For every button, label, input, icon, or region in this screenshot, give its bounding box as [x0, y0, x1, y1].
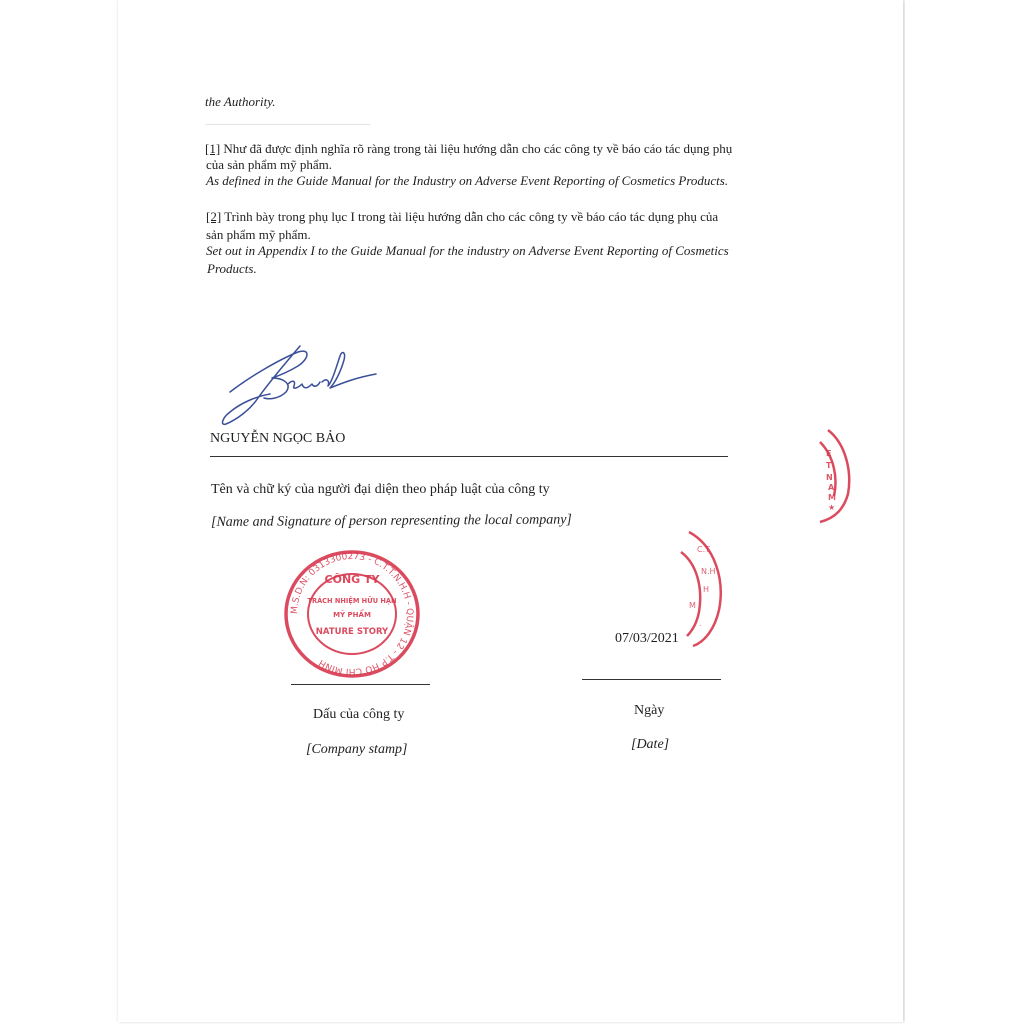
footnote-1-vi-line2: của sản phẩm mỹ phẩm.	[206, 157, 332, 172]
svg-text:N: N	[826, 473, 833, 482]
stamp-caption-en: [Company stamp]	[306, 742, 408, 757]
signature-line	[210, 456, 728, 457]
signer-name: NGUYỄN NGỌC BẢO	[210, 431, 346, 446]
stamp-caption-vi: Dấu của công ty	[313, 707, 405, 722]
svg-text:A: A	[828, 483, 835, 492]
footnote-1-en-line1: As defined in the Guide Manual for the Industry on Adverse Event Reporting of Cosmetics Products.	[206, 173, 729, 188]
seal-brand-name: NATURE STORY	[315, 627, 389, 637]
footnote-1-vi-text: Như đã được định nghĩa rõ ràng trong tài liệu hướng dẫn cho các công ty về báo cáo tác dụng phụ	[223, 141, 733, 156]
date-caption-en: [Date]	[631, 737, 670, 752]
signer-caption-en: [Name and Signature of person representing the local company]	[210, 512, 572, 530]
footnote-2-vi-line1	[206, 209, 718, 224]
partial-seal-date	[675, 530, 725, 648]
svg-text:E: E	[826, 449, 832, 458]
footnote-1-vi-line1	[205, 141, 732, 156]
footnote-2-vi-text: Trình bày trong phụ lục I trong tài liệu hướng dẫn cho các công ty về báo cáo tác dụng phụ của	[224, 209, 719, 224]
handwritten-signature	[218, 338, 383, 430]
header-tail-text: the Authority.	[205, 94, 276, 109]
stamp-line	[291, 684, 430, 685]
footnote-2-en-line2: Products.	[207, 261, 257, 276]
page-margin	[905, 0, 1024, 1024]
footnote-2-vi-line2: sản phẩm mỹ phẩm.	[206, 227, 311, 242]
date-caption-vi: Ngày	[634, 703, 665, 718]
svg-text:M: M	[828, 493, 836, 502]
seal-company-label: CÔNG TY	[324, 573, 380, 586]
footnote-1-ref: [1]	[205, 141, 221, 156]
seal-industry: MỸ PHẨM	[333, 611, 371, 619]
signer-caption-vi: Tên và chữ ký của người đại diện theo pháp luật của công ty	[211, 482, 550, 497]
svg-text:.: .	[699, 619, 702, 628]
date-line	[582, 679, 721, 680]
footnote-2-en-line1: Set out in Appendix I to the Guide Manual for the industry on Adverse Event Reporting of Cosmetics	[206, 243, 729, 258]
svg-text:C.T: C.T	[697, 545, 711, 554]
svg-text:★: ★	[828, 503, 836, 512]
seal-company-type: TRÁCH NHIỆM HỮU HẠN	[307, 597, 397, 605]
svg-text:T: T	[826, 461, 832, 470]
svg-text:M: M	[689, 601, 696, 610]
footnote-2-ref: [2]	[206, 209, 222, 224]
company-seal	[282, 548, 422, 680]
seal-ring-text: M.S.D.N: 0313300273 - C.T.T.N.H.H - QUẬN 12 - T.P HỒ CHÍ MINH	[289, 551, 415, 677]
date-value: 07/03/2021	[615, 631, 679, 646]
svg-text:H: H	[703, 585, 710, 594]
svg-text:N.H: N.H	[701, 567, 716, 576]
footnote-separator	[205, 124, 370, 125]
partial-seal-edge	[814, 426, 854, 524]
